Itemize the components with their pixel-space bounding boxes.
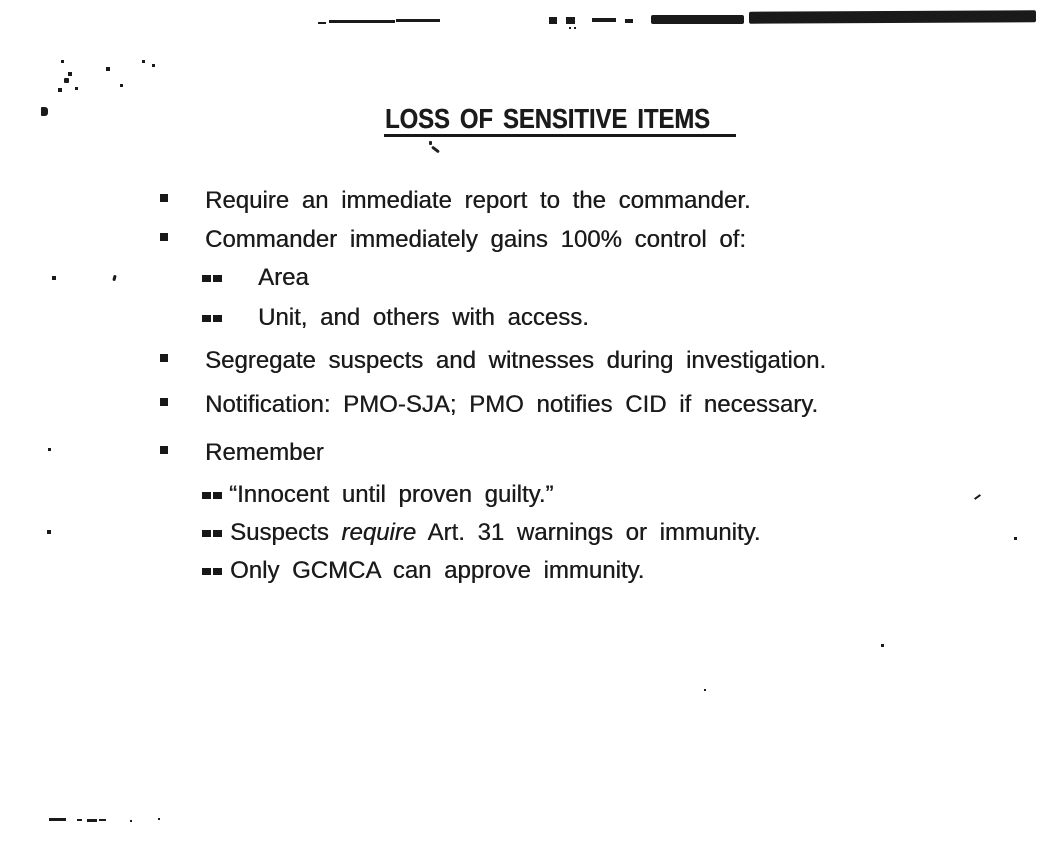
title-underline bbox=[384, 134, 736, 137]
bullet-item bbox=[0, 189, 1059, 217]
double-square-bullet-icon bbox=[202, 530, 211, 537]
bullet-item bbox=[0, 228, 1059, 256]
italic-word: require bbox=[341, 519, 417, 546]
bullet-text bbox=[230, 521, 760, 545]
bullet-text: Area bbox=[258, 264, 309, 291]
sub-bullet-item bbox=[0, 521, 1059, 549]
sub-bullet-item bbox=[0, 306, 1059, 334]
double-square-bullet-icon bbox=[202, 492, 211, 499]
scan-speck bbox=[429, 141, 432, 145]
square-bullet-icon bbox=[160, 398, 168, 406]
sub-bullet-item bbox=[0, 559, 1059, 587]
bullet-text-pre: Suspects bbox=[230, 519, 342, 546]
bullet-item bbox=[0, 393, 1059, 421]
bullet-text: Segregate suspects and witnesses during investigation. bbox=[205, 347, 827, 374]
page-title: LOSS OF SENSITIVE ITEMS bbox=[385, 103, 710, 134]
bullet-text: “Innocent until proven guilty.” bbox=[229, 481, 554, 508]
bullet-item bbox=[0, 349, 1059, 377]
bullet-text: Unit, and others with access. bbox=[258, 304, 589, 331]
scan-speck bbox=[431, 146, 440, 154]
sub-bullet-item bbox=[0, 266, 1059, 294]
sub-bullet-item bbox=[0, 483, 1059, 511]
bullet-text-post: Art. 31 warnings or immunity. bbox=[416, 519, 761, 546]
square-bullet-icon bbox=[160, 194, 168, 202]
bullet-text: Remember bbox=[205, 439, 324, 466]
square-bullet-icon bbox=[160, 354, 168, 362]
square-bullet-icon bbox=[160, 233, 168, 241]
bullet-text: Notification: PMO-SJA; PMO notifies CID if necessary. bbox=[205, 391, 819, 418]
bullet-text: Only GCMCA can approve immunity. bbox=[230, 557, 645, 584]
double-square-bullet-icon bbox=[202, 275, 211, 282]
double-square-bullet-icon bbox=[202, 568, 211, 575]
double-square-bullet-icon bbox=[202, 315, 211, 322]
bullet-text: Require an immediate report to the commander. bbox=[205, 187, 751, 214]
bullet-text: Commander immediately gains 100% control of: bbox=[205, 226, 746, 253]
square-bullet-icon bbox=[160, 446, 168, 454]
bullet-item bbox=[0, 441, 1059, 469]
